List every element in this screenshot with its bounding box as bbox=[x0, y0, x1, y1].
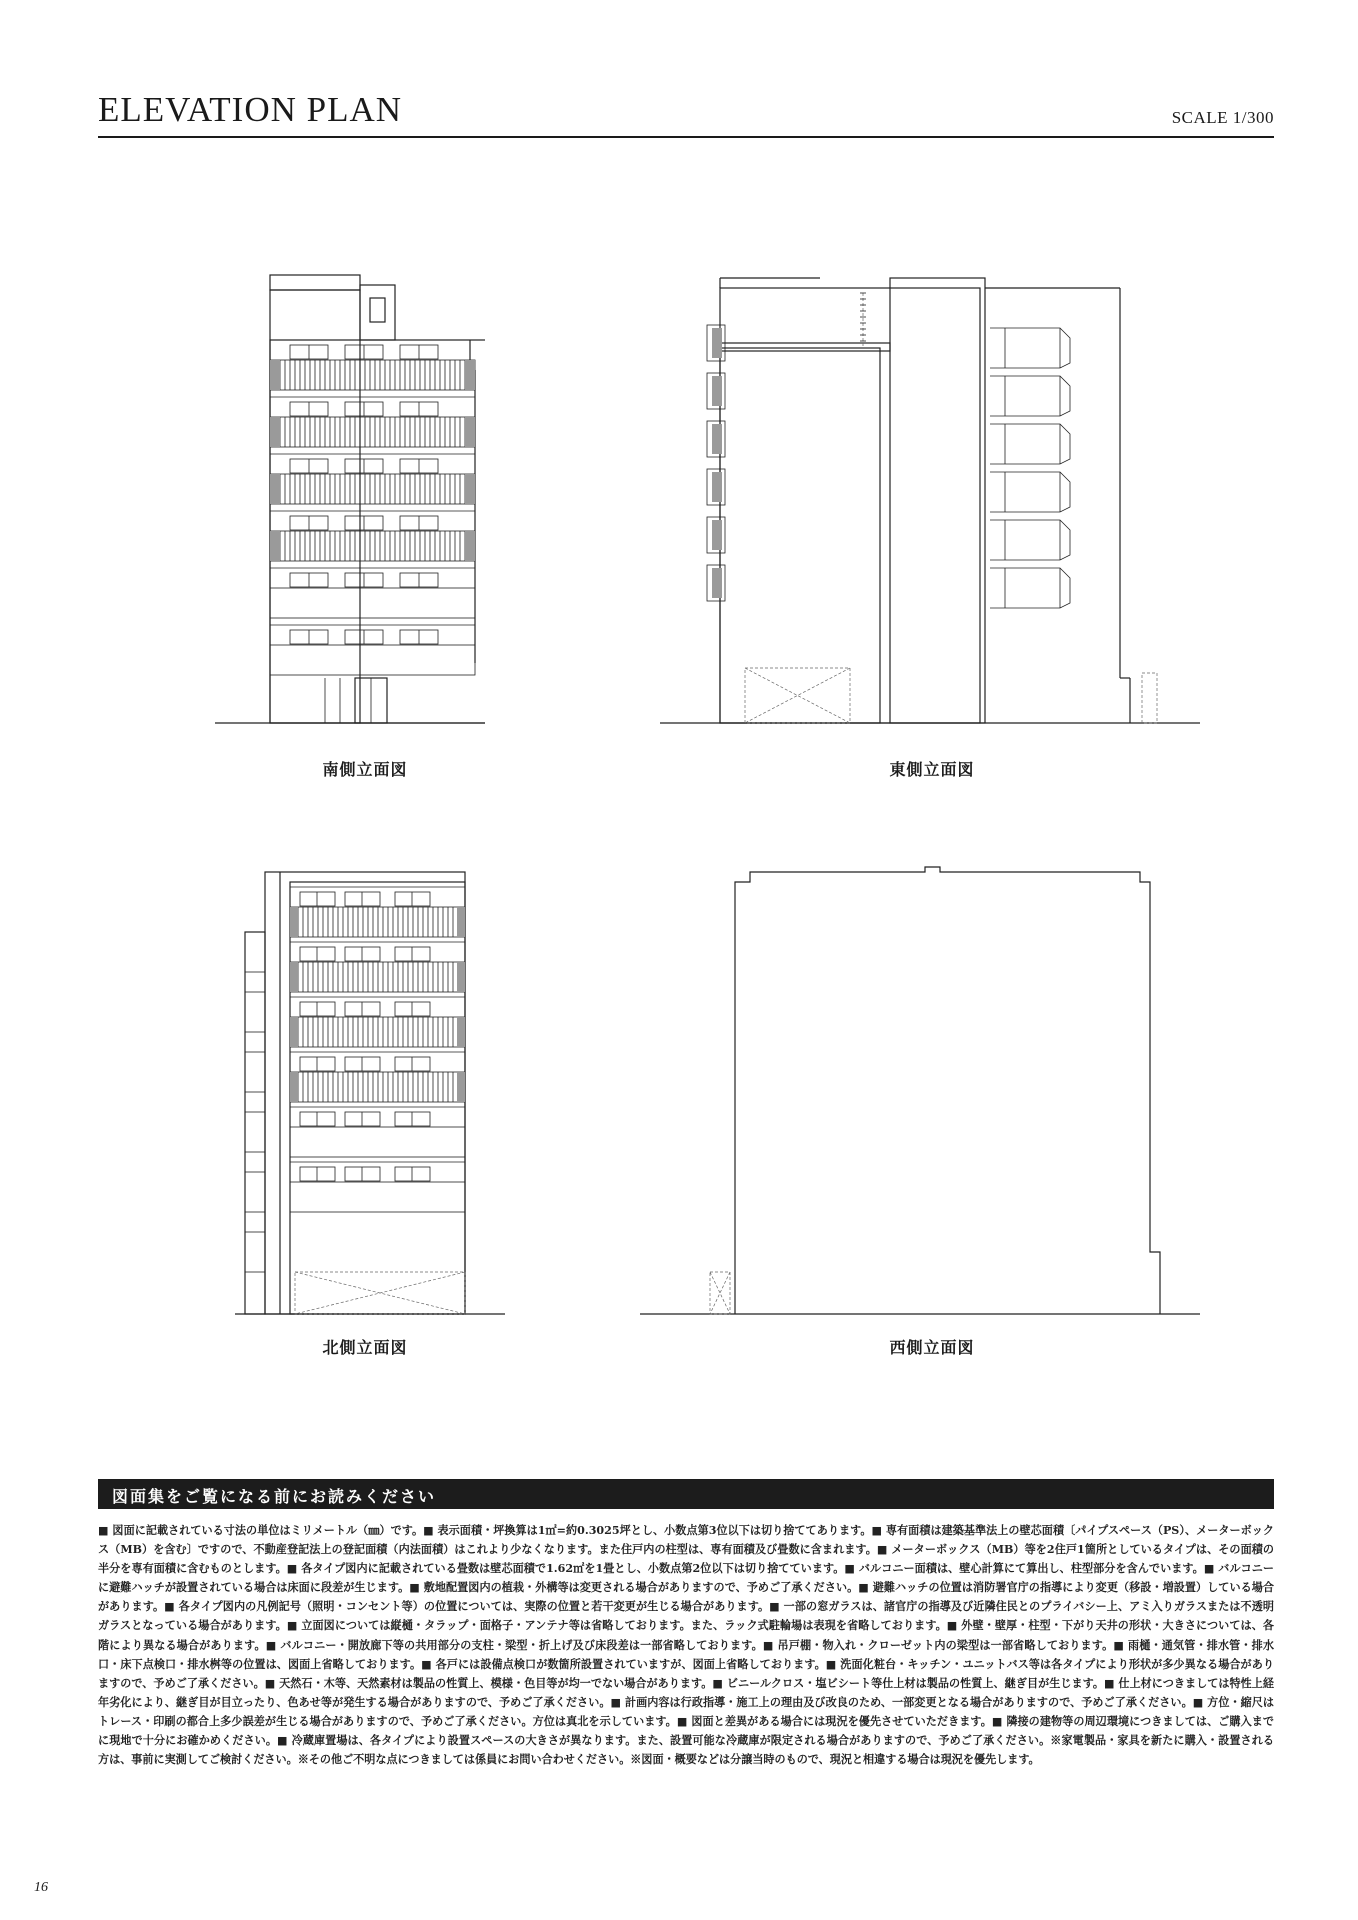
scale-label: SCALE 1/300 bbox=[1171, 108, 1274, 127]
south-elevation-caption: 南側立面図 bbox=[322, 760, 408, 779]
east-elevation-caption: 東側立面図 bbox=[889, 760, 975, 779]
page-number: 16 bbox=[34, 1880, 48, 1895]
east-elevation-drawing bbox=[660, 268, 1200, 728]
north-elevation-caption: 北側立面図 bbox=[322, 1338, 408, 1357]
page-header bbox=[98, 88, 1274, 138]
notice-heading-bar bbox=[98, 1479, 1274, 1509]
notice-title: 図面集をご覧になる前にお読みください bbox=[112, 1487, 437, 1506]
south-elevation-drawing bbox=[215, 270, 485, 730]
west-elevation-caption: 西側立面図 bbox=[889, 1338, 975, 1357]
notice-body: ■ 図面に記載されている寸法の単位はミリメートル（㎜）です。■ 表示面積・坪換算は1㎡=約0.3025坪とし、小数点第3位以下は切り捨ててあります。■ 専有面積は建築基準法上の壁芯面積〔パイプスペース（PS）、メーターボックス（MB）を含む〕ですので、不動産登記法上の登記面積（内法面積）はこれより少なくなります。また住戸内の柱型は、専有面積及び畳数に含まれます。■ メーターボックス（MB）等を2住戸1箇所としているタイプは、その面積の半分を専有面積に含むものとします。■ 各タイプ図内に記載されている畳数は壁芯面積で1.62㎡を1畳とし、小数点第2位以下は切り捨てています。■ バルコニー面積は、壁心計算にて算出し、柱型部分を含んでいます。■ バルコニーに避難ハッチが設置されている場合は床面に段差が生じます。■ 敷地配置図内の植栽・外構等は変更される場合がありますので、予めご了承ください。■ 避難ハッチの位置は消防署官庁の指導により変更（移設・増設置）している場合があります。■ 各タイプ図内の凡例記号（照明・コンセント等）の位置については、実際の位置と若干変更が生じる場合があります。■ 一部の窓ガラスは、諸官庁の指導及び近隣住民とのプライバシー上、アミ入りガラスまたは不透明ガラスとなっている場合があります。■ 立面図については縦樋・タラップ・面格子・アンテナ等は省略しております。また、ラック式駐輪場は表現を省略しております。■ 外壁・壁厚・柱型・下がり天井の形状・大きさについては、各階により異なる場合があります。■ バルコニー・開放廊下等の共用部分の支柱・梁型・折上げ及び床段差は一部省略しております。■ 吊戸棚・物入れ・クローゼット内の梁型は一部省略しております。■ 雨樋・通気管・排水管・排水口・床下点検口・排水桝等の位置は、図面上省略しております。■ 各戸には設備点検口が数箇所設置されていますが、図面上省略しております。■ 洗面化粧台・キッチン・ユニットバス等は各タイプにより形状が多少異なる場合がありますので、予めご了承ください。■ 天然石・木等、天然素材は製品の性質上、模様・色目等が均一でない場合があります。■ ビニールクロス・塩ビシート等仕上材は製品の性質上、継ぎ目が生じます。■ 仕上材につきましては特性上経年劣化により、継ぎ目が目立ったり、色あせ等が発生する場合がありますので、予めご了承ください。■ 計画内容は行政指導・施工上の理由及び改良のため、一部変更となる場合がありますので、予めご了承ください。■ 方位・縮尺はトレース・印刷の都合上多少誤差が生じる場合がありますので、予めご了承ください。方位は真北を示しています。■ 図面と差異がある場合には現況を優先させていただきます。■ 隣接の建物等の周辺環境につきましては、ご購入までに現地で十分にお確かめください。■ 冷蔵庫置場は、各タイプにより設置スペースの大きさが異なります。また、設置可能な冷蔵庫が限定される場合がありますので、予めご了承ください。※家電製品・家具を新たに購入・設置される方は、事前に実測してご検討ください。※その他ご不明な点につきましては係員にお問い合わせください。※図面・概要などは分譲当時のもので、現況と相違する場合は現況を優先します。 bbox=[98, 1524, 1274, 1767]
page-title: ELEVATION PLAN bbox=[98, 90, 403, 129]
west-elevation-drawing bbox=[640, 862, 1200, 1322]
north-elevation-drawing bbox=[235, 862, 505, 1322]
